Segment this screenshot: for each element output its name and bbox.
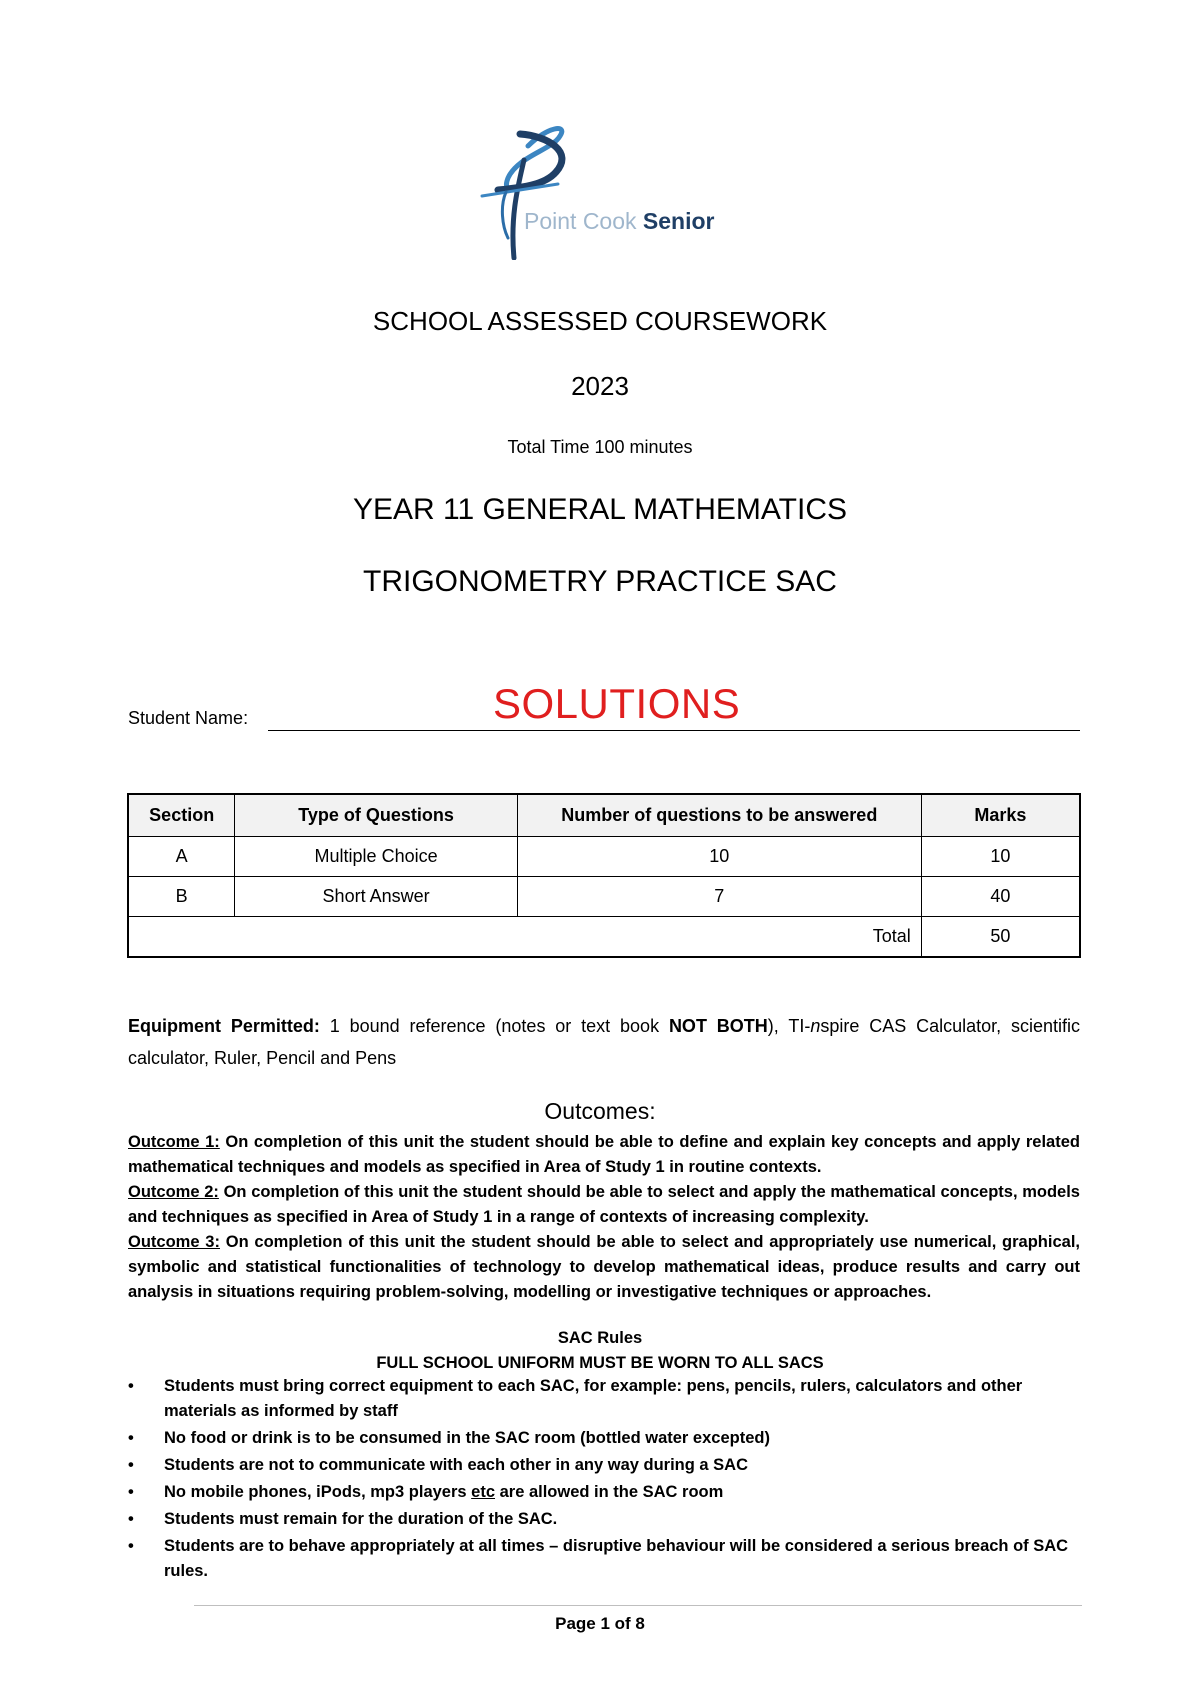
- heading-coursework: SCHOOL ASSESSED COURSEWORK: [372, 306, 828, 336]
- col-header-type: Type of Questions: [235, 794, 517, 837]
- outcome-text: On completion of this unit the student should be able to select and appropriately use numerical, graphical, symbolic and statistical functionalities of technology to develop mathematical ideas, produce results and carry out analysis in situations requiring problem-solving, modelling or investigative techniques or approaches.: [128, 1233, 1080, 1301]
- sac-rules-title: SAC Rules: [557, 1329, 643, 1347]
- table-cell: Multiple Choice: [235, 837, 517, 877]
- heading-subject: YEAR 11 GENERAL MATHEMATICS: [353, 493, 847, 526]
- rule-text-post: are allowed in the SAC room: [495, 1483, 724, 1501]
- table-total-row: [128, 917, 1080, 958]
- solutions-stamp: SOLUTIONS: [493, 680, 741, 727]
- student-name-line: [268, 730, 1080, 731]
- equipment-text-1: 1 bound reference (notes or text book: [319, 1016, 669, 1036]
- table-row: [128, 837, 1080, 877]
- equipment-nspire-n: n: [810, 1016, 821, 1036]
- table-cell: 10: [517, 837, 921, 877]
- student-name-row: [128, 680, 1080, 730]
- col-header-marks: Marks: [921, 794, 1080, 837]
- col-header-section: Section: [128, 794, 235, 837]
- bullet-icon: •: [128, 1377, 134, 1395]
- outcome-item: [128, 1230, 1080, 1305]
- outcome-text: On completion of this unit the student should be able to define and explain key concepts and apply related mathematical techniques and models as specified in Area of Study 1 in routine contexts.: [128, 1133, 1080, 1176]
- outcome-label: Outcome 3:: [128, 1233, 220, 1251]
- bullet-icon: •: [128, 1537, 134, 1555]
- outcome-label: Outcome 1:: [128, 1133, 220, 1151]
- rule-text-etc: etc: [471, 1483, 496, 1501]
- rule-text: Students must remain for the duration of the SAC.: [164, 1510, 558, 1528]
- total-time: Total Time 100 minutes: [507, 437, 693, 457]
- list-item: [128, 1507, 1080, 1532]
- table-row: [128, 877, 1080, 917]
- sections-table: [127, 793, 1081, 958]
- logo-text-bold: Senior: [642, 208, 715, 234]
- outcomes-list: [128, 1130, 1080, 1305]
- equipment-text-3: spire CAS Calculator, scientific calculator, Ruler, Pencil and Pens: [128, 1016, 1081, 1068]
- rule-text: No food or drink is to be consumed in the SAC room (bottled water excepted): [164, 1429, 770, 1447]
- footer-divider: [194, 1605, 1082, 1606]
- list-item: [128, 1426, 1080, 1451]
- heading-sac-title: TRIGONOMETRY PRACTICE SAC: [363, 565, 837, 598]
- table-cell: 10: [921, 837, 1080, 877]
- list-item: [128, 1534, 1080, 1584]
- bullet-icon: •: [128, 1456, 134, 1474]
- sac-rules-subtitle: FULL SCHOOL UNIFORM MUST BE WORN TO ALL SACS: [376, 1354, 824, 1372]
- rule-text: Students are to behave appropriately at all times – disruptive behaviour will be considered a serious breach of SAC rules.: [164, 1537, 1069, 1580]
- bullet-icon: •: [128, 1483, 134, 1501]
- table-cell: B: [128, 877, 235, 917]
- heading-year: 2023: [571, 371, 629, 401]
- total-value: 50: [921, 917, 1080, 958]
- equipment-not-both: NOT BOTH: [668, 1016, 768, 1036]
- col-header-number: Number of questions to be answered: [517, 794, 921, 837]
- rule-text-pre: No mobile phones, iPods, mp3 players: [164, 1483, 472, 1501]
- table-header-row: [128, 794, 1080, 837]
- table-cell: 7: [517, 877, 921, 917]
- list-item: [128, 1453, 1080, 1478]
- page-number: Page 1 of 8: [555, 1614, 645, 1633]
- logo-wordmark: [524, 208, 714, 235]
- rule-text: Students must bring correct equipment to each SAC, for example: pens, pencils, rulers, calculators and other materials as informed by staff: [164, 1377, 1023, 1420]
- total-label: Total: [128, 917, 921, 958]
- table-cell: A: [128, 837, 235, 877]
- outcome-text: On completion of this unit the student should be able to select and apply the mathematical concepts, models and techniques as specified in Area of Study 1 in a range of contexts of increasing complexity.: [128, 1183, 1080, 1226]
- logo-swoosh-icon: [478, 126, 598, 260]
- list-item: [128, 1480, 1080, 1505]
- equipment-permitted: [128, 1010, 1080, 1074]
- table-cell: Short Answer: [235, 877, 517, 917]
- outcome-item: [128, 1180, 1080, 1230]
- bullet-icon: •: [128, 1429, 134, 1447]
- rule-text: Students are not to communicate with each other in any way during a SAC: [164, 1456, 749, 1474]
- school-logo: [478, 126, 728, 260]
- equipment-label: Equipment Permitted:: [128, 1016, 320, 1036]
- list-item: [128, 1374, 1080, 1424]
- equipment-text-2: ), TI-: [767, 1016, 811, 1036]
- outcome-item: [128, 1130, 1080, 1180]
- outcome-label: Outcome 2:: [128, 1183, 219, 1201]
- table-cell: 40: [921, 877, 1080, 917]
- sac-rules-list: [128, 1374, 1080, 1586]
- student-name-label: Student Name:: [128, 708, 249, 728]
- logo-text-light: Point Cook: [524, 208, 637, 234]
- bullet-icon: •: [128, 1510, 134, 1528]
- outcomes-heading: Outcomes:: [544, 1098, 656, 1124]
